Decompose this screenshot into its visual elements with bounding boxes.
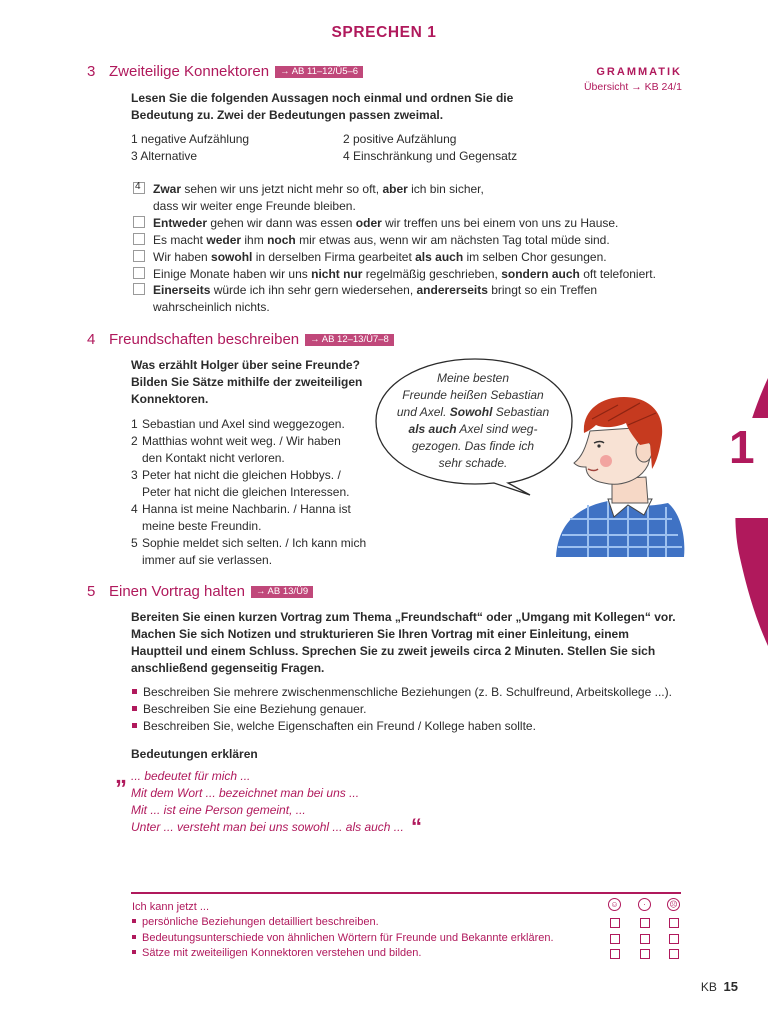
page-title: SPRECHEN 1: [331, 24, 437, 41]
section3-heading: [87, 62, 363, 83]
section4-title: Freundschaften beschreiben: [109, 331, 300, 348]
section3-instruction: Lesen Sie die folgenden Aussagen noch einmal und ordnen Sie die Bedeutung zu. Zwei der Bedeutungen passen zweimal.: [131, 91, 514, 122]
holger-prompt-line: meine beste Freundin.: [142, 519, 262, 533]
answer-checkbox[interactable]: [133, 267, 145, 279]
self-assessment-checkbox[interactable]: [640, 949, 650, 959]
meaning-1: 1 negative Aufzählung: [131, 132, 250, 146]
happy-face-icon: ☺: [608, 898, 621, 911]
connector-sentence: Wir haben sowohl in derselben Firma gearbeitet als auch im selben Chor gesungen.: [153, 250, 607, 264]
close-quote: “: [411, 814, 422, 839]
section5-bullet: Beschreiben Sie, welche Eigenschaften ein Freund / Kollege haben sollte.: [132, 718, 672, 735]
connector-item: [133, 232, 610, 249]
connector-item: [133, 249, 607, 266]
section5-bullet: Beschreiben Sie eine Beziehung genauer.: [132, 701, 672, 718]
connector-sentence: Einerseits würde ich ihn sehr gern wiedersehen, andererseits bringt so ein Treffen wahrscheinlich nichts.: [153, 283, 598, 314]
section4-instruction: Was erzählt Holger über seine Freunde? Bilden Sie Sätze mithilfe der zweiteiligen Konnektoren.: [131, 358, 363, 406]
holger-prompt-line: 2 Matthias wohnt weit weg. / Wir haben: [131, 434, 341, 448]
connector-item: [133, 266, 656, 283]
footer-item: Bedeutungsunterschiede von ähnlichen Wörtern für Freunde und Bekannte erklären.: [132, 931, 554, 946]
meaning-4: 4 Einschränkung und Gegensatz: [343, 149, 518, 163]
self-assessment-checkbox[interactable]: [610, 949, 620, 959]
holger-prompt-line: 5 Sophie meldet sich selten. / Ich kann mich: [131, 536, 367, 550]
answer-checkbox[interactable]: [133, 216, 145, 228]
self-assessment-checkbox[interactable]: [640, 934, 650, 944]
self-assessment-checkbox[interactable]: [669, 934, 679, 944]
footer-item: persönliche Beziehungen detailliert beschreiben.: [132, 915, 379, 930]
holger-prompt-line: den Kontakt nicht verloren.: [142, 451, 285, 465]
section5-ref-tag: → AB 13/Ü9: [251, 586, 313, 598]
bullet-icon: [132, 919, 136, 923]
bullet-icon: [132, 706, 137, 711]
chapter-tab: [700, 378, 768, 646]
section4-number: 4: [87, 331, 96, 348]
answer-checkbox[interactable]: [133, 233, 145, 245]
section5-instruction: Bereiten Sie einen kurzen Vortrag zum Thema „Freundschaft“ oder „Umgang mit Kollegen“ vor. Machen Sie sich Notizen und strukturieren Sie Ihren Vortrag mit einer Einleitung, einem Hauptteil und einem Schluss. Sprechen Sie zu zweit jeweils circa 2 Minuten. Stellen Sie sich anschließend gegenseitig Fragen.: [131, 610, 676, 675]
connector-sentence: Einige Monate haben wir uns nicht nur regelmäßig geschrieben, sondern auch oft telefoniert.: [153, 267, 656, 281]
answer-checkbox[interactable]: [133, 250, 145, 262]
sad-face-icon: ☹: [667, 898, 680, 911]
grammatik-ref: Übersicht → KB 24/1: [583, 81, 682, 94]
chapter-number: 1: [729, 421, 755, 473]
checkbox-answer: 4: [135, 181, 141, 192]
footer-item: Sätze mit zweiteiligen Konnektoren verstehen und bilden.: [132, 946, 421, 961]
bullet-icon: [132, 935, 136, 939]
holger-prompt-line: 3 Peter hat nicht die gleichen Hobbys. /: [131, 468, 341, 482]
open-quote: „: [115, 762, 127, 789]
answer-checkbox[interactable]: [133, 182, 145, 194]
self-assessment-checkbox[interactable]: [610, 934, 620, 944]
section3-number: 3: [87, 63, 96, 80]
grammatik-box: [584, 65, 682, 95]
connector-sentence: Entweder gehen wir dann was essen oder wir treffen uns bei einem von uns zu Hause.: [153, 216, 619, 230]
section5-heading: [87, 582, 313, 603]
meaning-3: 3 Alternative: [131, 149, 198, 163]
bullet-icon: [132, 689, 137, 694]
holger-prompt-line: immer auf sie verlassen.: [142, 553, 273, 567]
phrases-title: Bedeutungen erklären: [131, 747, 258, 761]
section5-number: 5: [87, 583, 96, 600]
section4-list: [131, 416, 366, 569]
holger-illustration: [548, 395, 688, 557]
page-number: KB 15: [700, 979, 738, 994]
connector-sentence: Zwar sehen wir uns jetzt nicht mehr so oft, aber ich bin sicher, dass wir weiter enge Freunde bleiben.: [153, 182, 484, 213]
connector-sentence: Es macht weder ihm noch mir etwas aus, wenn wir am nächsten Tag total müde sind.: [153, 233, 610, 247]
holger-prompt-line: 1 Sebastian und Axel sind weggezogen.: [131, 417, 345, 431]
section3-title: Zweiteilige Konnektoren: [109, 63, 270, 80]
self-assessment-checkbox[interactable]: [640, 918, 650, 928]
bullet-icon: [132, 723, 137, 728]
section4-heading: [87, 330, 394, 351]
neutral-face-icon: ·: [638, 898, 651, 911]
bullet-icon: [132, 950, 136, 954]
connector-item: [133, 181, 484, 213]
connector-item: [133, 215, 619, 232]
speech-bubble-text: Meine besten Freunde heißen Sebastian und Axel. Sowohl Sebastian als auch Axel sind weg- gezogen. Das finde ich sehr schade.: [396, 371, 550, 470]
holger-prompt-line: Peter hat nicht die gleichen Interessen.: [142, 485, 350, 499]
section5-title: Einen Vortrag halten: [109, 583, 245, 600]
self-assessment-checkbox[interactable]: [669, 918, 679, 928]
section5-bullets: [132, 684, 672, 735]
self-assessment-checkbox[interactable]: [669, 949, 679, 959]
section5-bullet: Beschreiben Sie mehrere zwischenmenschliche Beziehungen (z. B. Schulfreund, Arbeitskollege ...).: [132, 684, 672, 701]
answer-checkbox[interactable]: [133, 283, 145, 295]
self-assessment-checkbox[interactable]: [610, 918, 620, 928]
footer-divider: [131, 892, 681, 894]
section3-ref-tag: → AB 11–12/Ü5–6: [275, 66, 363, 78]
connector-item: [133, 282, 598, 314]
phrases-box: ... bedeutet für mich ... Mit dem Wort ... bezeichnet man bei uns ... Mit ... ist eine Person gemeint, ... Unter ... versteht man bei uns sowohl ... als auch ...: [131, 769, 404, 834]
footer-intro: Ich kann jetzt ...: [132, 901, 210, 913]
section4-ref-tag: → AB 12–13/Ü7–8: [305, 334, 394, 346]
grammatik-label: GRAMMATIK: [596, 66, 682, 78]
meaning-2: 2 positive Aufzählung: [343, 132, 457, 146]
holger-prompt-line: 4 Hanna ist meine Nachbarin. / Hanna ist: [131, 502, 351, 516]
